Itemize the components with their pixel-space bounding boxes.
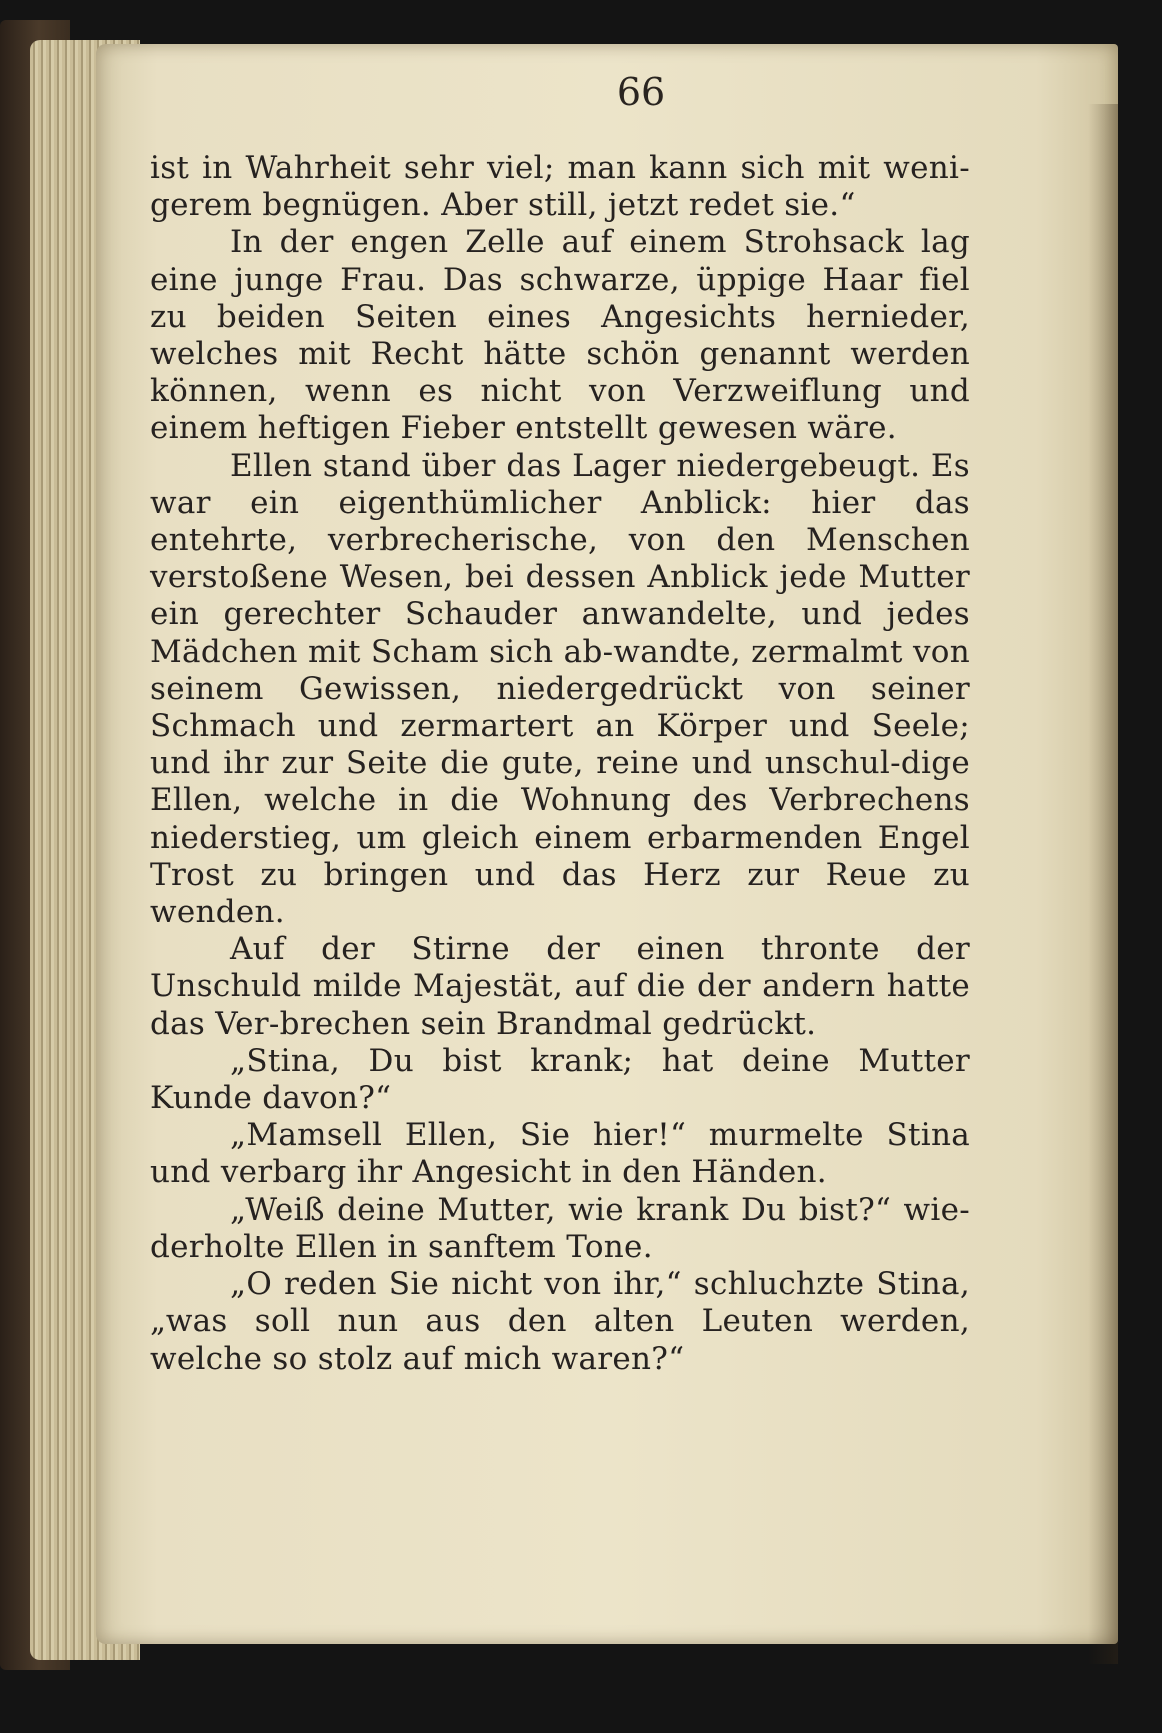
paragraph: „O reden Sie nicht von ihr,“ schluchzte Stina, „was soll nun aus den alten Leuten werden, welche so stolz auf mich waren?“ xyxy=(150,1266,970,1377)
paragraph: Auf der Stirne der einen thronte der Unschuld milde Majestät, auf die der andern hatte das Ver-brechen sein Brandmal gedrückt. xyxy=(150,931,970,1042)
paragraph: „Weiß deine Mutter, wie krank Du bist?“ wie-derholte Ellen in sanftem Tone. xyxy=(150,1191,970,1265)
paragraph: In der engen Zelle auf einem Strohsack lag eine junge Frau. Das schwarze, üppige Haar fiel zu beiden Seiten eines Angesichts hernieder, welches mit Recht hätte schön genannt werden können, wenn es nicht von Verzweiflung und einem heftigen Fieber entstellt gewesen wäre. xyxy=(150,224,970,447)
paragraph: ist in Wahrheit sehr viel; man kann sich mit weni-gerem begnügen. Aber still, jetzt redet sie.“ xyxy=(150,150,970,224)
paragraph: Ellen stand über das Lager niedergebeugt. Es war ein eigenthümlicher Anblick: hier das entehrte, verbrecherische, von den Menschen verstoßene Wesen, bei dessen Anblick jede Mutter ein gerechter Schauder anwandelte, und jedes Mädchen mit Scham sich ab-wandte, zermalmt von seinem Gewissen, niedergedrückt von seiner Schmach und zermartert an Körper und Seele; und ihr zur Seite die gute, reine und unschul-dige Ellen, welche in die Wohnung des Verbrechens niederstieg, um gleich einem erbarmenden Engel Trost zu bringen und das Herz zur Reue zu wenden. xyxy=(150,447,970,931)
body-text xyxy=(150,150,970,1378)
page-number: 66 xyxy=(616,70,666,114)
paragraph: „Stina, Du bist krank; hat deine Mutter Kunde davon?“ xyxy=(150,1042,970,1117)
page-gutter-shadow xyxy=(1088,104,1118,1664)
paragraph: „Mamsell Ellen, Sie hier!“ murmelte Stina und verbarg ihr Angesicht in den Händen. xyxy=(150,1117,970,1191)
